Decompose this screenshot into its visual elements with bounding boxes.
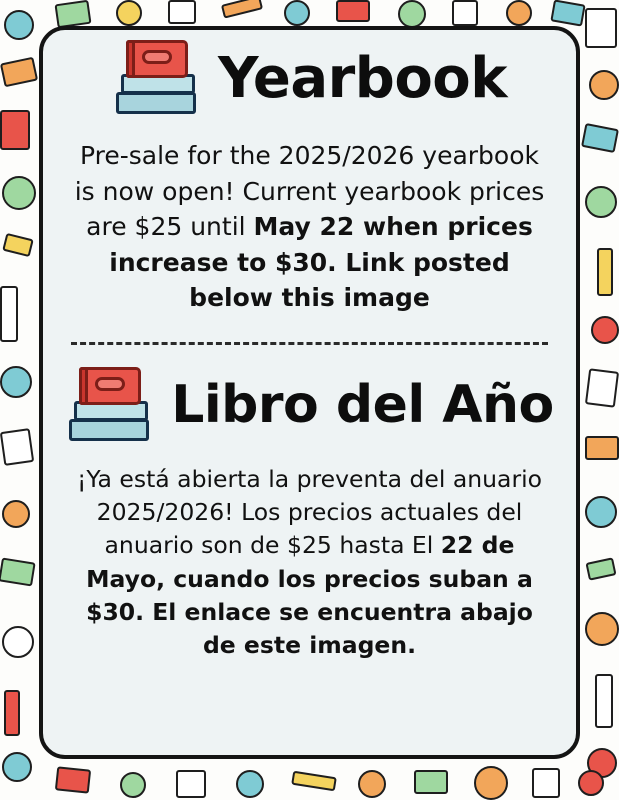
english-body-regular: Pre-sale for the 2025/2026 yearbook is now open! Current yearbook prices are $25 until [74,141,545,241]
doodle-paper [0,428,34,466]
doodle-book [550,0,585,27]
doodle-circle [116,0,142,26]
doodle-circle [506,0,532,26]
doodle-ball [0,366,32,398]
book-bottom [69,419,149,441]
book-top-label [95,377,125,391]
doodle-circle [578,770,604,796]
book-top-spine [126,40,135,78]
doodle-basketball [474,766,508,800]
doodle-book [336,0,370,22]
page-title-spanish: Libro del Año [171,374,554,435]
stacked-books-icon [112,30,204,122]
english-section-header [63,30,556,122]
doodle-book [414,770,448,794]
book-top-spine [79,367,88,405]
doodle-paper [585,368,619,407]
doodle-book [54,0,91,28]
doodle-notebook [452,0,478,26]
doodle-circle [591,316,619,344]
doodle-notebook [532,768,560,798]
doodle-crayon [4,690,20,736]
doodle-circle [2,500,30,528]
doodle-ruler [0,286,18,342]
doodle-book [55,766,91,793]
doodle-notebook [0,110,30,150]
doodle-eraser [585,557,616,580]
doodle-basketball [585,612,619,646]
doodle-clock [2,626,34,658]
doodle-notebook [585,8,617,48]
page-title-english: Yearbook [217,46,508,111]
doodle-pencil [597,248,613,296]
doodle-pencil [221,0,263,19]
doodle-globe [585,496,617,528]
spanish-body-text [67,463,552,663]
doodle-ball [236,770,264,798]
book-bottom [116,92,196,114]
doodle-book [0,57,38,88]
doodle-circle [358,770,386,798]
section-divider [71,342,548,345]
doodle-book [581,123,619,153]
doodle-ruler [595,674,613,728]
english-body-text [71,138,548,316]
spanish-section-header [63,357,556,449]
english-body-bold: May 22 when prices increase to $30. Link posted below this image [109,212,533,312]
doodle-book [0,557,36,586]
book-top-label [142,50,172,64]
doodle-circle [2,752,32,782]
doodle-ball [585,186,617,218]
doodle-circle [4,10,34,40]
doodle-paper [176,770,206,798]
stacked-books-icon [65,357,157,449]
doodle-ball [398,0,426,28]
doodle-paper [168,0,196,24]
spanish-body-regular: ¡Ya está abierta la preventa del anuario 2025/2026! Los precios actuales del anuario son de $25 hasta El [76,464,543,560]
doodle-book [585,436,619,460]
doodle-circle [284,0,310,26]
doodle-eraser [2,233,34,257]
poster-card [39,26,580,759]
doodle-pencil [291,771,337,792]
doodle-globe [2,176,36,210]
doodle-circle [589,70,619,100]
doodle-circle [120,772,146,798]
spanish-body-bold: 22 de Mayo, cuando los precios suban a $30. El enlace se encuentra abajo de este imagen. [86,531,533,660]
